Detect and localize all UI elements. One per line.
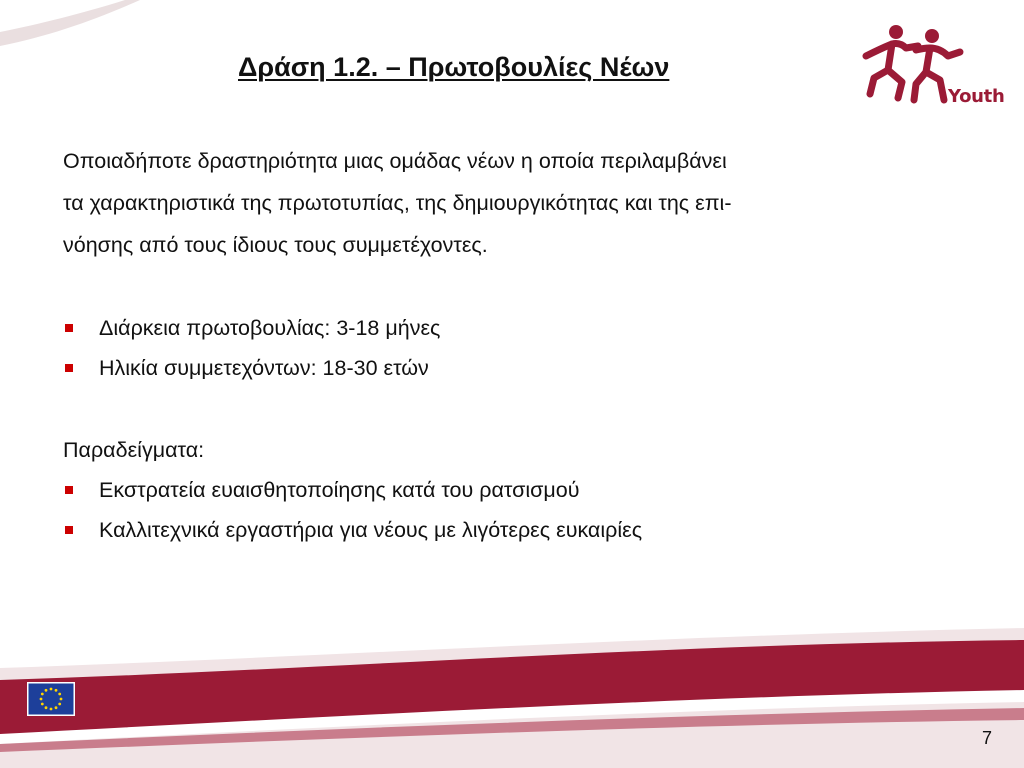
- youth-programme-logo: [856, 20, 1005, 120]
- example-item: Εκστρατεία ευαισθητοποίησης κατά του ρατσισμού: [63, 470, 963, 510]
- page-number: 7: [982, 728, 993, 748]
- eu-flag-icon: [27, 682, 75, 716]
- slide-body: [63, 140, 963, 550]
- example-item: Καλλιτεχνικά εργαστήρια για νέους με λιγότερες ευκαιρίες: [63, 510, 963, 550]
- intro-line: νόησης από τους ίδιους τους συμμετέχοντες.: [63, 233, 488, 257]
- intro-paragraph: [63, 140, 963, 266]
- examples-list: [63, 470, 963, 550]
- intro-line: τα χαρακτηριστικά της πρωτοτυπίας, της δημιουργικότητας και της επι-: [63, 191, 732, 215]
- top-decorative-swoosh: [0, 0, 140, 60]
- logo-wordmark: Youth: [948, 86, 1005, 107]
- intro-line: Οποιαδήποτε δραστηριότητα μιας ομάδας νέων η οποία περιλαμβάνει: [63, 149, 727, 173]
- slide-title: Δράση 1.2. – Πρωτοβουλίες Νέων: [238, 52, 670, 82]
- examples-heading: Παραδείγματα:: [63, 438, 205, 462]
- footer-wave-band: [0, 610, 1024, 768]
- duration-item: Διάρκεια πρωτοβουλίας: 3-18 μήνες: [63, 308, 963, 348]
- age-range-item: Ηλικία συμμετεχόντων: 18-30 ετών: [63, 348, 963, 388]
- details-list: [63, 308, 963, 388]
